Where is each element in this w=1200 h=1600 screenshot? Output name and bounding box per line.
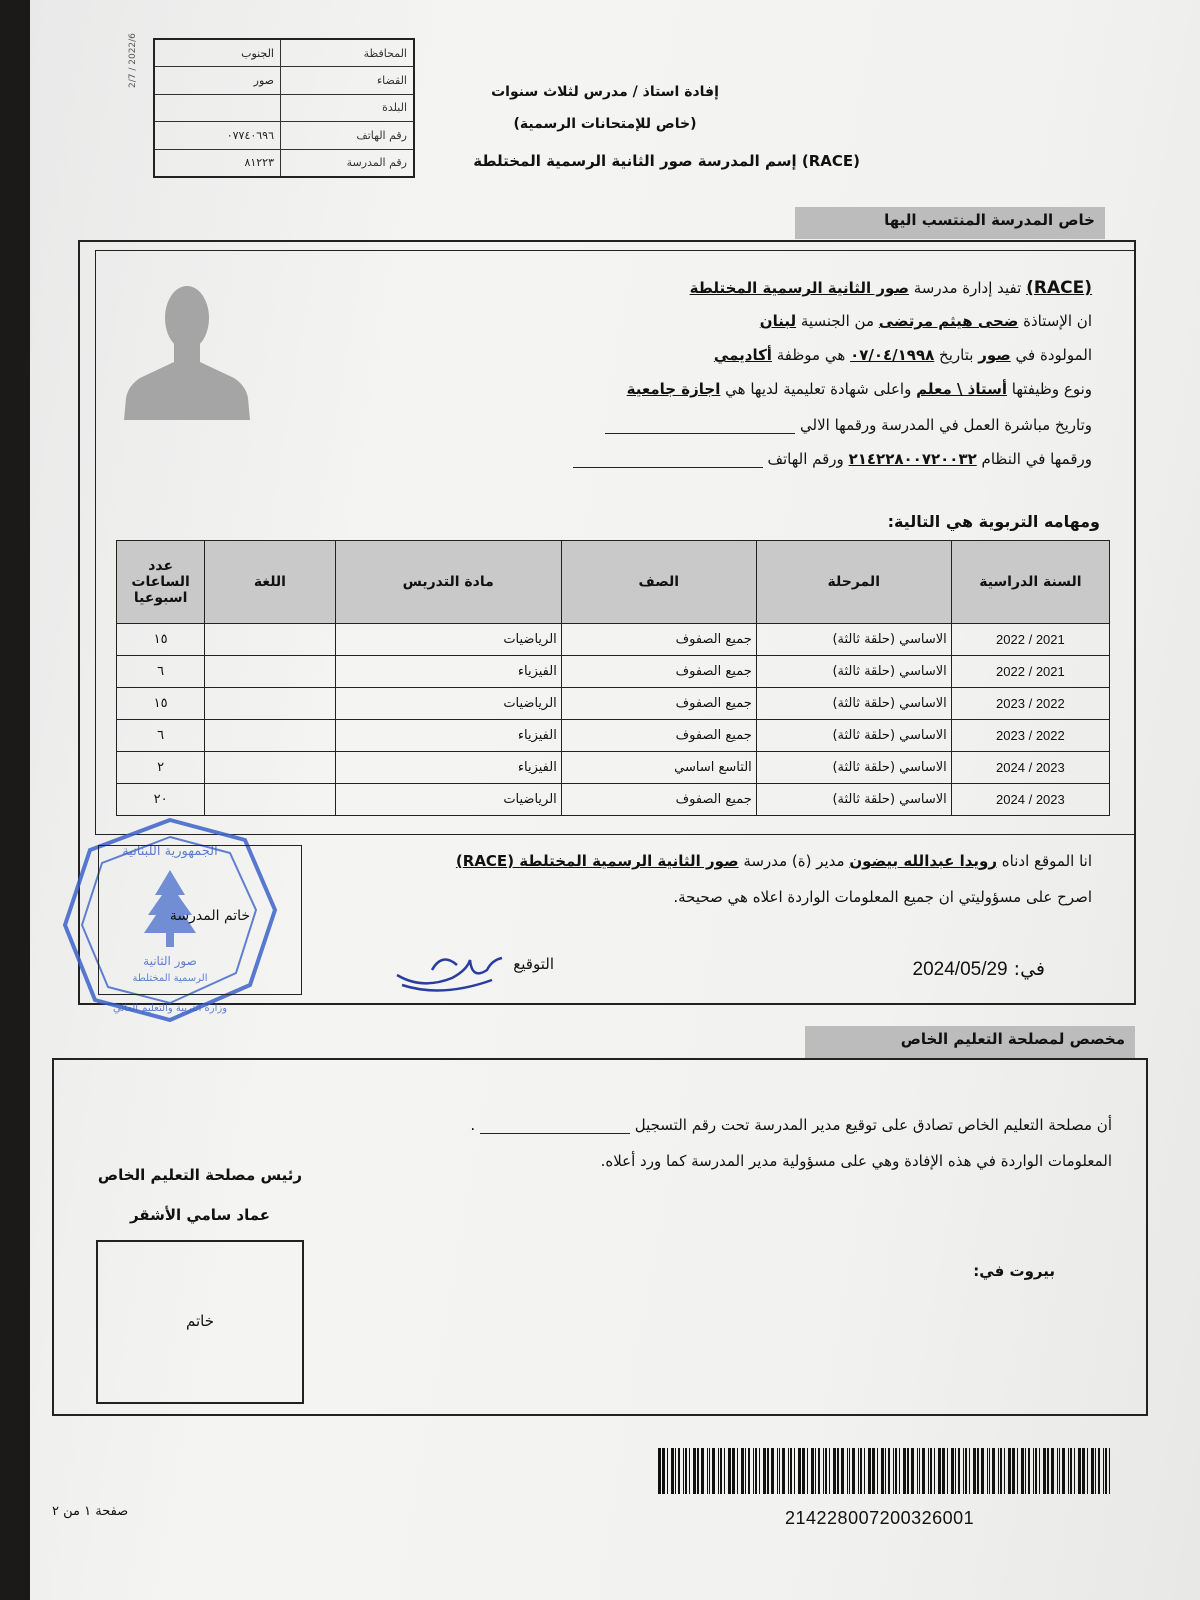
table-header: عدد الساعات اسبوعيا [117, 541, 205, 624]
barcode-bar [798, 1448, 801, 1494]
barcode-bar [928, 1448, 929, 1494]
table-cell-stage: الاساسي (حلقة ثالثة) [756, 720, 951, 752]
barcode-bar [818, 1448, 820, 1494]
barcode-bar [1039, 1448, 1040, 1494]
document-subtitle: (خاص للإمتحانات الرسمية) [513, 116, 697, 132]
barcode-number: 214228007200326001 [785, 1508, 975, 1528]
barcode-bar [1062, 1448, 1065, 1494]
barcode-bar [934, 1448, 935, 1494]
barcode-bar [697, 1448, 699, 1494]
barcode-icon [658, 1448, 1118, 1494]
table-cell-year: 2022 / 2023 [951, 720, 1109, 752]
barcode-bar [1087, 1448, 1088, 1494]
barcode-bar [1043, 1448, 1046, 1494]
barcode-bar [707, 1448, 708, 1494]
table-row [117, 656, 1110, 688]
barcode-bar [922, 1448, 925, 1494]
barcode-bar [1025, 1448, 1026, 1494]
barcode-bar [969, 1448, 970, 1494]
barcode-bar [788, 1448, 789, 1494]
barcode-bar [947, 1448, 948, 1494]
barcode-bar [678, 1448, 680, 1494]
table-cell-class: التاسع اساسي [561, 752, 756, 784]
barcode-bar [877, 1448, 878, 1494]
barcode-bar [811, 1448, 814, 1494]
barcode-bar [689, 1448, 690, 1494]
info-label: البلدة [281, 94, 415, 121]
barcode-bar [1109, 1448, 1110, 1494]
info-value: صور [154, 67, 281, 94]
barcode-bar [718, 1448, 719, 1494]
stamp-text-4: الرسمية المختلطة [132, 973, 208, 984]
table-cell-hours: ١٥ [117, 688, 205, 720]
barcode-bar [667, 1448, 668, 1494]
barcode-bar [1105, 1448, 1107, 1494]
barcode-bar [987, 1448, 988, 1494]
table-cell-subject: الرياضيات [335, 688, 561, 720]
table-header: المرحلة [756, 541, 951, 624]
barcode-bar [825, 1448, 827, 1494]
barcode-bar [1103, 1448, 1104, 1494]
barcode-bar [829, 1448, 830, 1494]
barcode-bar [1035, 1448, 1037, 1494]
barcode-bar [955, 1448, 956, 1494]
barcode-bar [1095, 1448, 1096, 1494]
barcode-bar [790, 1448, 792, 1494]
barcode-bar [777, 1448, 778, 1494]
table-cell-year: 2021 / 2022 [951, 656, 1109, 688]
info-value: ٠٧٧٤٠٦٩٦ [154, 122, 281, 149]
side-code: 2/7 / 2022/6 [128, 33, 138, 88]
barcode-bar [1028, 1448, 1030, 1494]
stamp-text-2: وزارة التربية والتعليم العالي [112, 1003, 228, 1014]
barcode-bar [732, 1448, 735, 1494]
table-cell-lang [205, 752, 335, 784]
statement-line-2: ان الإستاذة ضحى هيثم مرتضى من الجنسية لبنان [759, 312, 1092, 330]
stamp-text-3: صور الثانية [143, 954, 197, 968]
table-cell-stage: الاساسي (حلقة ثالثة) [756, 752, 951, 784]
table-cell-hours: ٢٠ [117, 784, 205, 816]
table-cell-subject: الرياضيات [335, 784, 561, 816]
barcode-bar [802, 1448, 805, 1494]
barcode-bar [868, 1448, 871, 1494]
barcode-bar [755, 1448, 757, 1494]
table-row [117, 784, 1110, 816]
tasks-table [116, 540, 1110, 816]
table-row [117, 688, 1110, 720]
photo-placeholder-icon [122, 278, 252, 420]
barcode-bar [973, 1448, 976, 1494]
table-header: الصف [561, 541, 756, 624]
barcode-bar [872, 1448, 875, 1494]
barcode-bar [911, 1448, 914, 1494]
barcode-bar [965, 1448, 967, 1494]
info-row [154, 122, 414, 149]
info-value [154, 94, 281, 121]
table-cell-class: جميع الصفوف [561, 784, 756, 816]
barcode-bar [779, 1448, 780, 1494]
barcode-bar [895, 1448, 897, 1494]
barcode-bar [958, 1448, 960, 1494]
table-cell-year: 2023 / 2024 [951, 784, 1109, 816]
barcode-bar [885, 1448, 886, 1494]
info-row [154, 94, 414, 121]
table-header: مادة التدريس [335, 541, 561, 624]
page-number: صفحة ١ من ٢ [52, 1504, 129, 1519]
declaration-line-2: اصرح على مسؤوليتي ان جميع المعلومات الواردة اعلاه هي صحيحة. [673, 888, 1092, 906]
barcode-bar [888, 1448, 890, 1494]
barcode-bar [1004, 1448, 1005, 1494]
info-row [154, 149, 414, 177]
barcode-bar [860, 1448, 862, 1494]
table-cell-class: جميع الصفوف [561, 656, 756, 688]
barcode-bar [745, 1448, 746, 1494]
section2-line-1: أن مصلحة التعليم الخاص تصادق على توقيع مدير المدرسة تحت رقم التسجيل . [470, 1116, 1112, 1134]
table-cell-hours: ٢ [117, 752, 205, 784]
info-value: الجنوب [154, 39, 281, 67]
barcode-bar [728, 1448, 731, 1494]
barcode-bar [701, 1448, 704, 1494]
signature-label: التوقيع [513, 955, 554, 973]
barcode-bar [864, 1448, 865, 1494]
info-label: رقم المدرسة [281, 149, 415, 177]
barcode-bar [1021, 1448, 1024, 1494]
barcode-bar [858, 1448, 859, 1494]
table-cell-subject: الفيزياء [335, 720, 561, 752]
statement-line-1: (RACE) تفيد إدارة مدرسة صور الثانية الرسمية المختلطة [689, 278, 1092, 298]
barcode-bar [1033, 1448, 1034, 1494]
info-value: ٨١٢٢٣ [154, 149, 281, 177]
section2-heading: مخصص لمصلحة التعليم الخاص [805, 1026, 1135, 1058]
info-label: رقم الهاتف [281, 122, 415, 149]
barcode-bar [1098, 1448, 1100, 1494]
barcode-bar [823, 1448, 824, 1494]
declaration-line-1: انا الموقع ادناه رويدا عبدالله بيضون مدير (ة) مدرسة صور الثانية الرسمية المختلطة (RACE) [455, 852, 1092, 870]
barcode-bar [671, 1448, 674, 1494]
barcode-bar [1017, 1448, 1018, 1494]
barcode-bar [753, 1448, 754, 1494]
table-cell-lang [205, 720, 335, 752]
barcode-bar [683, 1448, 684, 1494]
table-cell-class: جميع الصفوف [561, 688, 756, 720]
table-cell-class: جميع الصفوف [561, 624, 756, 656]
head-title: رئيس مصلحة التعليم الخاص [97, 1166, 303, 1184]
barcode-bar [771, 1448, 774, 1494]
table-cell-lang [205, 688, 335, 720]
barcode-bar [720, 1448, 722, 1494]
barcode-bar [1068, 1448, 1069, 1494]
table-cell-hours: ٦ [117, 656, 205, 688]
barcode-bar [1070, 1448, 1072, 1494]
table-cell-stage: الاساسي (حلقة ثالثة) [756, 624, 951, 656]
table-row [117, 752, 1110, 784]
table-cell-stage: الاساسي (حلقة ثالثة) [756, 784, 951, 816]
official-stamp-label: خاتم [185, 1312, 214, 1330]
barcode-bar [833, 1448, 836, 1494]
barcode-bar [951, 1448, 954, 1494]
table-cell-hours: ٦ [117, 720, 205, 752]
barcode-bar [1078, 1448, 1081, 1494]
barcode-bar [741, 1448, 744, 1494]
section2-line-2: المعلومات الواردة في هذه الإفادة وهي على مسؤولية مدير المدرسة كما ورد أعلاه. [600, 1152, 1112, 1170]
statement-line-4: ونوع وظيفتها أستاذ \ معلم واعلى شهادة تعليمية لديها هي اجازة جامعية [626, 380, 1092, 398]
table-row [117, 624, 1110, 656]
table-cell-hours: ١٥ [117, 624, 205, 656]
head-name: عماد سامي الأشقر [129, 1206, 271, 1224]
info-label: المحافظة [281, 39, 415, 67]
barcode-bar [1059, 1448, 1060, 1494]
barcode-bar [709, 1448, 710, 1494]
barcode-bar [712, 1448, 715, 1494]
statement-line-3: المولودة في صور بتاريخ ٠٧/٠٤/١٩٩٨ هي موظفة أكاديمي [713, 346, 1092, 364]
stamp-text-1: الجمهورية اللبنانية [122, 844, 218, 859]
document-title: إفادة استاذ / مدرس لثلاث سنوات [491, 84, 719, 100]
table-cell-lang [205, 656, 335, 688]
barcode-bar [1082, 1448, 1085, 1494]
barcode-bar [893, 1448, 894, 1494]
barcode-bar [767, 1448, 769, 1494]
table-cell-lang [205, 784, 335, 816]
school-name-header: (RACE) إسم المدرسة صور الثانية الرسمية المختلطة [473, 152, 860, 170]
barcode-bar [938, 1448, 941, 1494]
barcode-bar [662, 1448, 665, 1494]
info-row [154, 39, 414, 67]
barcode-bar [977, 1448, 979, 1494]
table-cell-stage: الاساسي (حلقة ثالثة) [756, 688, 951, 720]
table-cell-subject: الفيزياء [335, 656, 561, 688]
barcode-bar [675, 1448, 676, 1494]
barcode-bar [763, 1448, 766, 1494]
place-label: بيروت في: [973, 1262, 1055, 1280]
barcode-bar [759, 1448, 760, 1494]
barcode-bar [782, 1448, 785, 1494]
table-cell-year: 2022 / 2023 [951, 688, 1109, 720]
barcode-bar [693, 1448, 696, 1494]
barcode-bar [881, 1448, 884, 1494]
table-cell-year: 2021 / 2022 [951, 624, 1109, 656]
barcode-bar [942, 1448, 945, 1494]
barcode-bar [847, 1448, 848, 1494]
barcode-bar [1074, 1448, 1075, 1494]
barcode-bar [815, 1448, 816, 1494]
barcode-bar [930, 1448, 932, 1494]
barcode-bar [1047, 1448, 1049, 1494]
section1-heading: خاص المدرسة المنتسب اليها [795, 207, 1105, 239]
barcode-bar [724, 1448, 725, 1494]
barcode-bar [903, 1448, 906, 1494]
barcode-bar [837, 1448, 839, 1494]
barcode-bar [963, 1448, 964, 1494]
declaration-date: في: 2024/05/29 [912, 958, 1045, 980]
barcode-bar [989, 1448, 990, 1494]
barcode-bar [748, 1448, 750, 1494]
barcode-bar [794, 1448, 795, 1494]
stamp-box-label: خاتم المدرسة [169, 908, 251, 924]
school-info-table [153, 38, 415, 178]
barcode-bar [807, 1448, 808, 1494]
barcode-bar [1091, 1448, 1094, 1494]
barcode-bar [919, 1448, 920, 1494]
barcode-bar [849, 1448, 850, 1494]
barcode-bar [899, 1448, 900, 1494]
table-cell-subject: الفيزياء [335, 752, 561, 784]
info-label: القضاء [281, 67, 415, 94]
barcode-bar [1051, 1448, 1054, 1494]
info-row [154, 67, 414, 94]
barcode-bar [1000, 1448, 1002, 1494]
table-row [117, 720, 1110, 752]
table-cell-year: 2023 / 2024 [951, 752, 1109, 784]
table-header: السنة الدراسية [951, 541, 1109, 624]
barcode-bar [658, 1448, 661, 1494]
table-header: اللغة [205, 541, 335, 624]
table-cell-class: جميع الصفوف [561, 720, 756, 752]
table-cell-stage: الاساسي (حلقة ثالثة) [756, 656, 951, 688]
table-cell-lang [205, 624, 335, 656]
signature-icon [392, 940, 512, 1000]
statement-line-6: ورقمها في النظام ٢١٤٢٢٨٠٠٧٢٠٠٣٢ ورقم الهاتف [573, 450, 1092, 468]
barcode-bar [981, 1448, 984, 1494]
barcode-bar [907, 1448, 909, 1494]
barcode-bar [1012, 1448, 1015, 1494]
barcode-bar [737, 1448, 738, 1494]
barcode-bar [1008, 1448, 1011, 1494]
barcode-bar [852, 1448, 855, 1494]
barcode-bar [1057, 1448, 1058, 1494]
barcode-bar [841, 1448, 844, 1494]
table-cell-subject: الرياضيات [335, 624, 561, 656]
barcode-bar [685, 1448, 687, 1494]
tasks-heading: ومهامه التربوية هي التالية: [887, 512, 1100, 531]
barcode-bar [998, 1448, 999, 1494]
statement-line-5: وتاريخ مباشرة العمل في المدرسة ورقمها الالي [605, 416, 1092, 434]
barcode-bar [917, 1448, 918, 1494]
barcode-bar [992, 1448, 995, 1494]
